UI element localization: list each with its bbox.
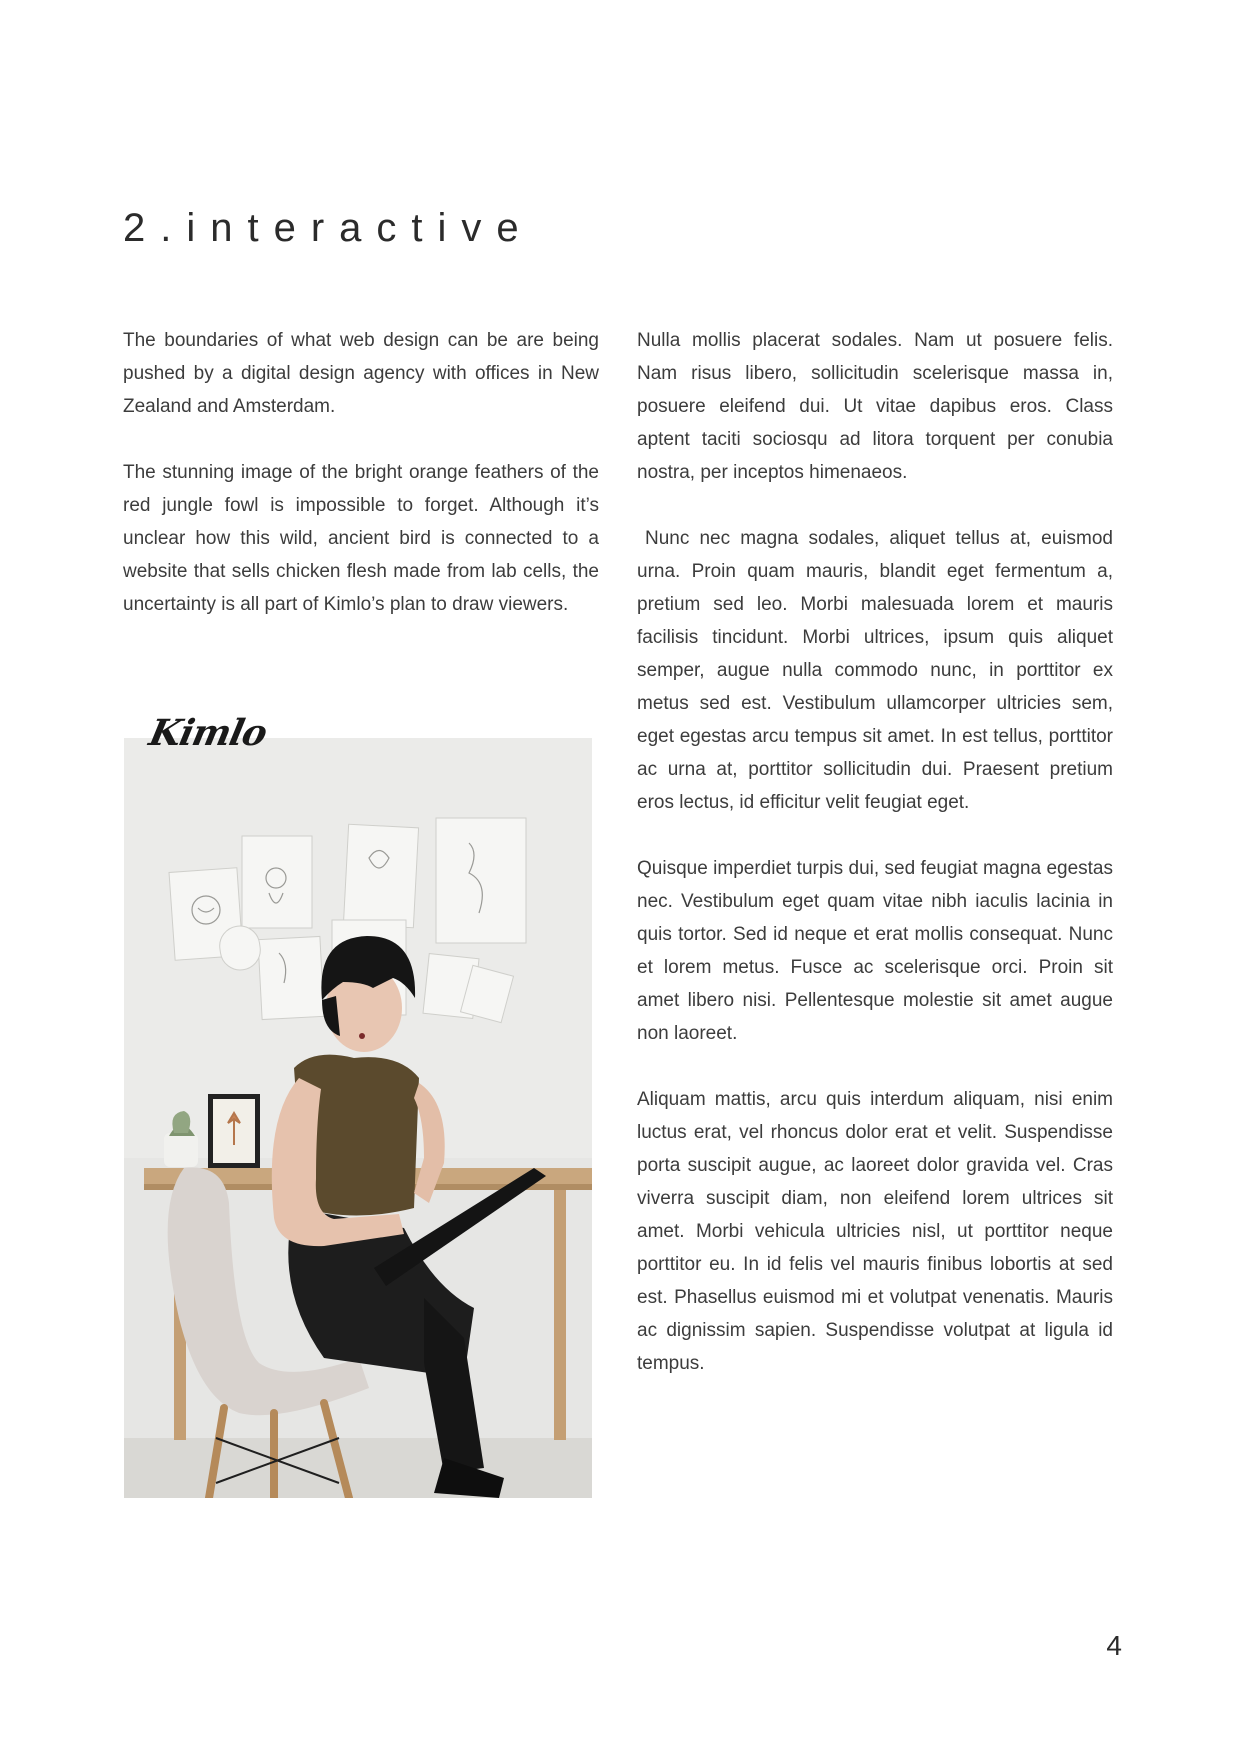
woman-sketching-photo bbox=[124, 738, 592, 1498]
right-text-column bbox=[637, 324, 1113, 1413]
page-title: 2.interactive bbox=[123, 206, 534, 250]
kimlo-logo: Kimlo bbox=[145, 712, 271, 754]
paragraph: Nulla mollis placerat sodales. Nam ut posuere felis. Nam risus libero, sollicitudin scelerisque massa in, posuere eleifend dui. Ut vitae dapibus eros. Class aptent taciti sociosqu ad litora torquent per conubia nostra, per inceptos himenaeos. bbox=[637, 330, 1113, 483]
paragraph: The stunning image of the bright orange feathers of the red jungle fowl is impossible to forget. Although it’s unclear how this wild, ancient bird is connected to a website that sells chicken flesh made from lab cells, the uncertainty is all part of Kimlo’s plan to draw viewers. bbox=[123, 462, 599, 615]
paragraph: The boundaries of what web design can be are being pushed by a digital design agency with offices in New Zealand and Amsterdam. bbox=[123, 330, 599, 417]
paragraph: Quisque imperdiet turpis dui, sed feugiat magna egestas nec. Vestibulum eget quam vitae nibh iaculis lacinia in quis tortor. Sed id neque et erat mollis consequat. Nunc et lorem metus. Fusce ac scelerisque orci. Proin sit amet libero nisi. Pellentesque molestie sit amet augue non laoreet. bbox=[637, 858, 1113, 1044]
left-text-column bbox=[123, 324, 599, 654]
paragraph: Nunc nec magna sodales, aliquet tellus at, euismod urna. Proin quam mauris, blandit eget fermentum a, pretium sed leo. Morbi malesuada lorem et mauris facilisis tincidunt. Morbi ultrices, ipsum quis aliquet semper, augue nulla commodo nunc, in porttitor ex metus sed est. Vestibulum ullamcorper ultricies sem, eget egestas arcu tempus sit amet. In est tellus, porttitor ac urna at, porttitor sollicitudin dui. Praesent pretium eros lectus, id efficitur velit feugiat eget. bbox=[637, 528, 1113, 813]
paragraph: Aliquam mattis, arcu quis interdum aliquam, nisi enim luctus erat, vel rhoncus dolor erat et velit. Suspendisse porta suscipit augue, ac laoreet dolor gravida vel. Cras viverra suscipit diam, non eleifend lorem ultrices sit amet. Morbi vehicula ultricies nisl, ut porttitor neque porttitor eu. In id felis vel mauris finibus lobortis at sed est. Phasellus euismod mi et volutpat venenatis. Mauris ac dignissim sapien. Suspendisse volutpat at ligula id tempus. bbox=[637, 1089, 1113, 1374]
page-number: 4 bbox=[1106, 1630, 1122, 1661]
